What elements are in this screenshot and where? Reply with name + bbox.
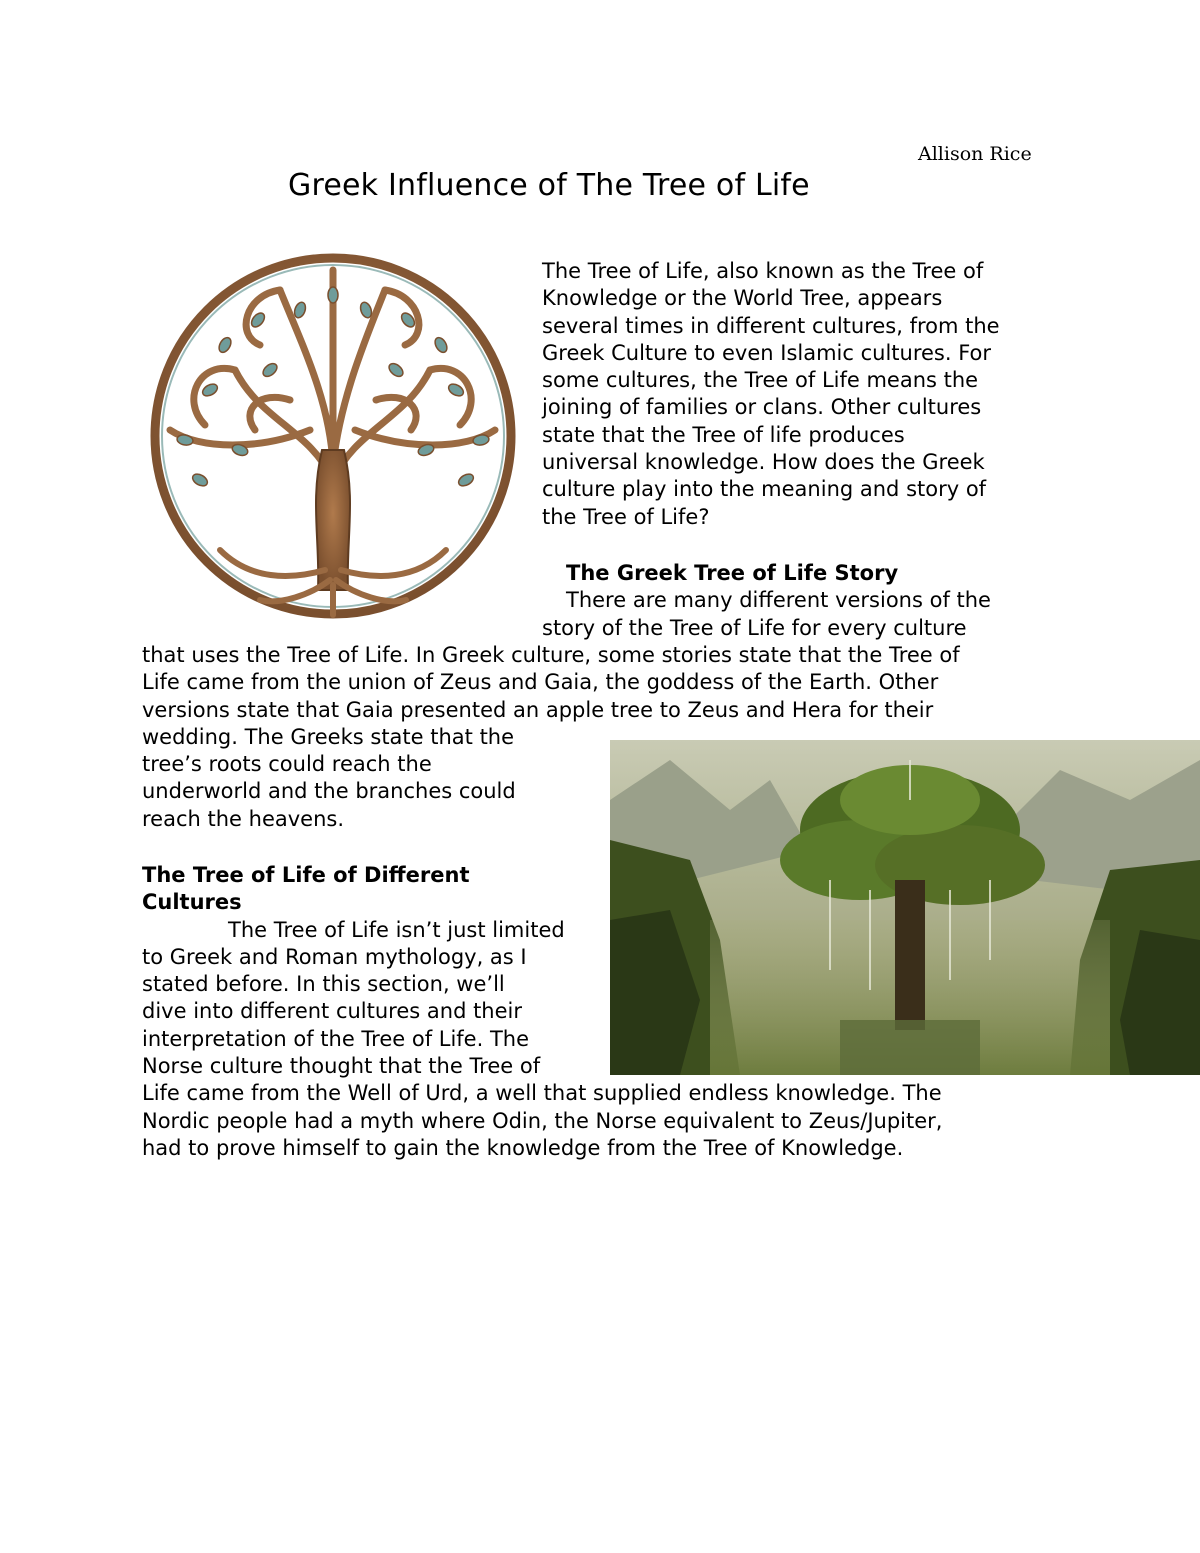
text-line: Greek Culture to even Islamic cultures. For [542,340,992,365]
section-heading: The Tree of Life of Different [142,863,470,887]
text-line: dive into different cultures and their [142,999,523,1024]
text-line: story of the Tree of Life for every culture [542,615,967,640]
text-line: reach the heavens. [142,806,345,831]
text-line: had to prove himself to gain the knowledge from the Tree of Knowledge. [142,1135,904,1160]
intro-paragraph [542,258,1000,531]
tree-of-life-emblem-image [140,250,526,622]
text-line: underworld and the branches could [142,779,516,804]
text-line: wedding. The Greeks state that the [142,724,515,749]
text-line: Norse culture thought that the Tree of [142,1054,541,1079]
text-line: that uses the Tree of Life. In Greek culture, some stories state that the Tree of [142,643,960,667]
text-line: to Greek and Roman mythology, as I [142,944,527,969]
text-line: state that the Tree of life produces [542,422,905,447]
greek-story-continued [142,642,960,833]
text-line: Knowledge or the World Tree, appears [542,286,943,311]
text-line: The Tree of Life isn’t just limited [228,917,565,942]
text-line: The Tree of Life, also known as the Tree of [542,259,984,283]
text-line: joining of families or clans. Other cultures [542,395,982,420]
text-line: universal knowledge. How does the Greek [542,450,985,475]
text-line: the Tree of Life? [542,504,710,529]
cultures-section [142,862,942,1162]
section-heading: The Greek Tree of Life Story [566,561,899,585]
text-line: versions state that Gaia presented an apple tree to Zeus and Hera for their [142,697,934,722]
section-heading: Cultures [142,890,242,915]
text-line: tree’s roots could reach the [142,752,432,777]
text-line: There are many different versions of the [566,588,991,613]
author-name: Allison Rice [918,143,1032,165]
text-line: culture play into the meaning and story of [542,477,987,502]
text-line: several times in different cultures, from the [542,313,1000,338]
text-line: some cultures, the Tree of Life means the [542,368,979,393]
text-line: stated before. In this section, we’ll [142,972,505,997]
text-line: Life came from the union of Zeus and Gaia, the goddess of the Earth. Other [142,670,939,695]
text-line: Life came from the Well of Urd, a well that supplied endless knowledge. The [142,1081,942,1106]
page-title: Greek Influence of The Tree of Life [288,168,810,203]
text-line: Nordic people had a myth where Odin, the Norse equivalent to Zeus/Jupiter, [142,1108,943,1133]
text-line: interpretation of the Tree of Life. The [142,1026,530,1051]
greek-story-section [542,560,991,642]
